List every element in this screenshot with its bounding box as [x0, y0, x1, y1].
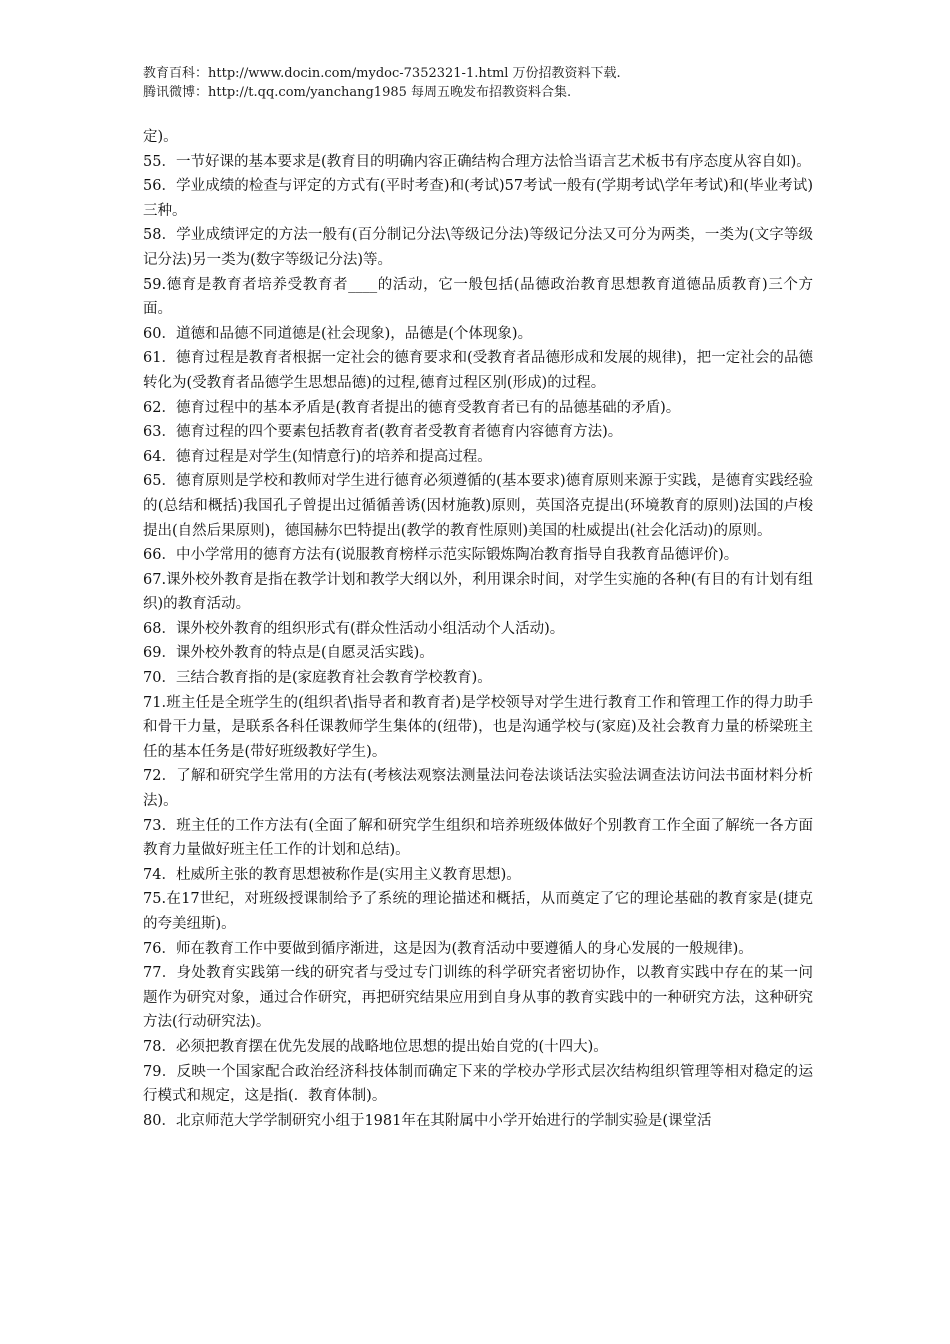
paragraph: 66．中小学常用的德育方法有(说服教育榜样示范实际锻炼陶冶教育指导自我教育品德评价)。	[143, 547, 739, 564]
paragraph: 71.班主任是全班学生的(组织者\指导者和教育者)是学校领导对学生进行教育工作和管理工作的得力助手和骨干力量，是联系各科任课教师学生集体的(纽带)，也是沟通学校与(家庭)及社会教育力量的桥梁班主任的基本任务是(带好班级教好学生)。	[143, 694, 813, 760]
paragraph: 63．德育过程的四个要素包括教育者(教育者受教育者德育内容德育方法)。	[143, 424, 623, 441]
paragraph: 56．学业成绩的检查与评定的方式有(平时考查)和(考试)57考试一般有(学期考试\学年考试)和(毕业考试)三种。	[143, 178, 813, 219]
paragraph: 80．北京师范大学学制研究小组于1981年在其附属中小学开始进行的学制实验是(课堂活	[143, 1112, 712, 1129]
paragraph: 74．杜威所主张的教育思想被称作是(实用主义教育思想)。	[143, 866, 521, 883]
paragraph: 61．德育过程是教育者根据一定社会的德育要求和(受教育者品德形成和发展的规律)，把一定社会的品德转化为(受教育者品德学生思想品德)的过程,德育过程区别(形成)的过程。	[143, 350, 813, 391]
paragraph: 55．一节好课的基本要求是(教育目的明确内容正确结构合理方法恰当语言艺术板书有序态度从容自如)。	[143, 153, 811, 170]
page-header	[143, 64, 843, 102]
paragraph: 78．必须把教育摆在优先发展的战略地位思想的提出始自党的(十四大)。	[143, 1038, 608, 1055]
paragraph: 73．班主任的工作方法有(全面了解和研究学生组织和培养班级体做好个别教育工作全面了解统一各方面教育力量做好班主任工作的计划和总结)。	[143, 817, 813, 859]
paragraph: 65．德育原则是学校和教师对学生进行德育必须遵循的(基本要求)德育原则来源于实践，是德育实践经验的(总结和概括)我国孔子曾提出过循循善诱(因材施教)原则，英国洛克提出(环境教育的原则)法国的卢梭提出(自然后果原则)，德国赫尔巴特提出(教学的教育性原则)美国的杜威提出(社会化活动)的原则。	[143, 473, 813, 539]
header-line-weibo: 腾讯微博：http://t.qq.com/yanchang1985 每周五晚发布招教资料合集.	[143, 85, 572, 100]
paragraph: 62．德育过程中的基本矛盾是(教育者提出的德育受教育者已有的品德基础的矛盾)。	[143, 399, 681, 416]
paragraph: 67.课外校外教育是指在教学计划和教学大纲以外，利用课余时间，对学生实施的各种(有目的有计划有组织)的教育活动。	[143, 571, 813, 613]
paragraph: 68．课外校外教育的组织形式有(群众性活动小组活动个人活动)。	[143, 620, 565, 637]
paragraph: 79．反映一个国家配合政治经济科技体制而确定下来的学校办学形式层次结构组织管理等相对稳定的运行模式和规定，这是指(．教育体制)。	[143, 1063, 813, 1105]
paragraph: 77．身处教育实践第一线的研究者与受过专门训练的科学研究者密切协作，以教育实践中存在的某一问题作为研究对象，通过合作研究，再把研究结果应用到自身从事的教育实践中的一种研究方法，这种研究方法(行动研究法)。	[143, 965, 813, 1031]
paragraph: 69．课外校外教育的特点是(自愿灵活实践)。	[143, 645, 434, 662]
paragraph: 58．学业成绩评定的方法一般有(百分制记分法\等级记分法)等级记分法又可分为两类，一类为(文字等级记分法)另一类为(数字等级记分法)等。	[143, 227, 813, 268]
paragraph: 76．师在教育工作中要做到循序渐进，这是因为(教育活动中要遵循人的身心发展的一般规律)。	[143, 940, 753, 957]
paragraph: 70．三结合教育指的是(家庭教育社会教育学校教育)。	[143, 670, 492, 687]
paragraph: 60．道德和品德不同道德是(社会现象)，品德是(个体现象)。	[143, 325, 533, 342]
paragraph: 59.德育是教育者培养受教育者____的活动，它一般包括(品德政治教育思想教育道德品质教育)三个方面。	[143, 276, 813, 318]
paragraph: 定)。	[143, 129, 178, 145]
paragraph: 75.在17世纪，对班级授课制给予了系统的理论描述和概括，从而奠定了它的理论基础的教育家是(捷克的夸美纽斯)。	[143, 891, 813, 932]
header-line-docin: 教育百科：http://www.docin.com/mydoc-7352321-1.html 万份招教资料下载.	[143, 66, 621, 81]
paragraph: 64．德育过程是对学生(知情意行)的培养和提高过程。	[143, 448, 492, 465]
paragraph: 72．了解和研究学生常用的方法有(考核法观察法测量法问卷法谈话法实验法调查法访问法书面材料分析法)。	[143, 768, 813, 810]
document-body	[143, 125, 813, 1133]
